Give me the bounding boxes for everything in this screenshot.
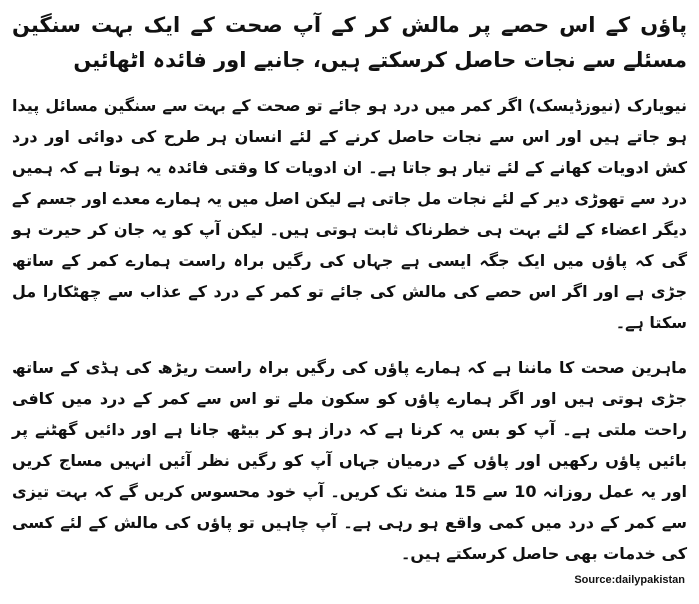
article-paragraph-1: نیویارک (نیوزڈیسک) اگر کمر میں درد ہو جائے تو صحت کے بہت سے سنگین مسائل پیدا ہو جاتے ہیں اور اس سے نجات حاصل کرنے کے لئے انسان ہر طرح کی دوائی اور درد کش ادویات کھانے کے لئے تیار ہو جاتا ہے۔ ان ادویات کا وقتی فائدہ یہ ہوتا ہے کہ ہمیں درد سے تھوڑی دیر کے لئے نجات مل جاتی ہے لیکن اصل میں یہ ہمارے معدے اور جسم کے دیگر اعضاء کے لئے بہت ہی خطرناک ثابت ہوتی ہیں۔ لیکن آپ کو یہ جان کر حیرت ہو گی کہ پاؤں میں ایک جگہ ایسی ہے جہاں کی رگیں براہ راست ہمارے کمر کے ساتھ جڑی ہے اور اگر اس حصے کی مالش کی جائے تو کمر کے درد کے عذاب سے چھٹکارا مل سکتا ہے۔ [12, 96, 688, 332]
article-paragraph-2: ماہرین صحت کا ماننا ہے کہ ہمارے پاؤں کی رگیں براہ راست ریڑھ کی ہڈی کے ساتھ جڑی ہوتی ہیں اور اگر ہمارے پاؤں کو سکون ملے تو اس سے کمر کے درد میں کافی راحت ملتی ہے۔ آپ کو بس یہ کرنا ہے کہ دراز ہو کر بیٹھ جانا ہے اور دائیں گھٹنے پر بائیں پاؤں رکھیں اور پاؤں کے درمیان جہاں آپ کو رگیں نظر آئیں انہیں مساج کریں اور یہ عمل روزانہ 10 سے 15 منٹ تک کریں۔ آپ خود محسوس کریں گے کہ بہت تیزی سے کمر کے درد میں کمی واقع ہو رہی ہے۔ آپ چاہیں تو پاؤں کی مالش کے لئے کسی کی خدمات بھی حاصل کرسکتے ہیں۔ [12, 358, 688, 563]
article-headline: پاؤں کے اس حصے پر مالش کر کے آپ صحت کے ایک بہت سنگین مسئلے سے نجات حاصل کرسکتے ہیں، جانیے اور فائدہ اٹھائیں [12, 13, 687, 72]
article [12, 8, 687, 583]
source-credit: Source:dailypakistan [574, 574, 685, 586]
